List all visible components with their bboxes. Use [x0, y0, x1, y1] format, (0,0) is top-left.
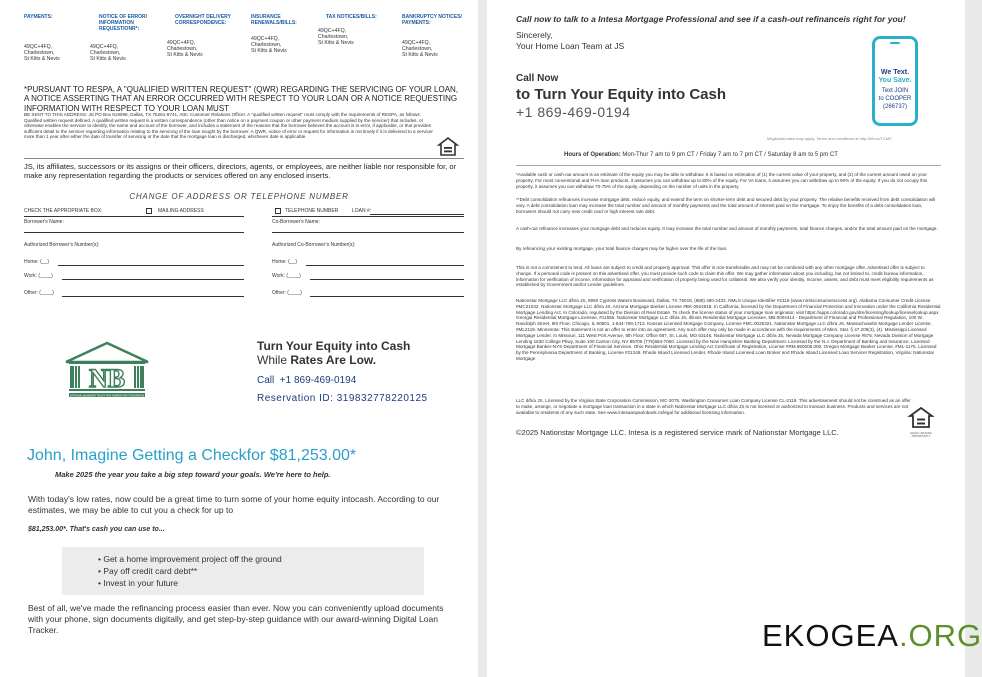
- disclaimer-cash-estimate: *Available cash or cash-out amount is an estimate of the equity you may be able to withdraw. It is based on estimation of (1) the current value of your property, and (2) of the current amount owed on your property. For most conventional and FHA loan products, it assumes you can withdraw up to 80% of the equity. For VA loans, it assumes you can withdraw up to 90% of the equity. If you do not occupy this property, it assumes you can withdraw 70-75% of the equity, depending on the number of units in the property.: [516, 172, 928, 189]
- promo-phone-link[interactable]: +1 869-469-0194: [279, 375, 357, 386]
- form-title: CHANGE OF ADDRESS OR TELEPHONE NUMBER: [129, 192, 349, 201]
- list-item: • Get a home improvement project off the ground: [98, 554, 282, 564]
- form-rule: [24, 216, 244, 217]
- offer-paragraph-2: Best of all, we've made the refinancing process easier than ever. Now you can conveniently upload documents with your phone, sign documents digitally, and get step-by-step guidance with our award-winning Digital Loan Tracker.: [28, 603, 444, 635]
- mailing-address-label: MAILING ADDRESS: [158, 208, 204, 214]
- divider: [516, 165, 941, 166]
- reservation-id: Reservation ID: 319832778220125: [257, 393, 428, 404]
- work-phone-field[interactable]: [62, 279, 244, 280]
- telephone-number-checkbox[interactable]: [275, 208, 281, 214]
- borrower-name-label: Borrower's Name:: [24, 219, 64, 225]
- co-other-phone-field[interactable]: [310, 296, 464, 297]
- text-join-phone-card: [872, 36, 918, 126]
- check-box-label: CHECK THE APPROPRIATE BOX:: [24, 208, 103, 214]
- disclaimer-virginia: LLC d/b/a JS, Licensed by the Virginia State Corporation Commission, MC-2075. Washington Consumer Loan Company License CL-2119. This advertisement should not be construed as an offer to make, arrange, or negotiate a mortgage loan transaction in a state in which Nationstar Mortgage LLC d/b/a JS is not licensed or authorized to transact business. Products and services are not available to residents of any such state. See www.intesaanpaolobank.ro/legal for additional licensing information.: [516, 398, 911, 415]
- disclaimer-licensing: Nationstar Mortgage LLC d/b/a JS, 8950 Cypress Waters Boulevard, Dallas, TX 75019, (888) 480-2432, NMLS Unique Identifier #2119 (www.nmlsconsumeraccess.org). Alabama Consumer Credit License #MC21042. Nationstar Mortgage LLC d/b/a JS, Arizona Mortgage Banker License #BK-0924815. In California, licensed by the Department of Financial Protection and Innovation under the California Residential Mortgage Lending Act. In Colorado, regulated by the Division of Real Estate. To check the license status of your mortgage loan originator, visit https://apps.colorado.gov/dre/licensing/lookup/licenselookup.aspx Georgia Residential Mortgage Licensee, #11555. Nationstar Mortgage LLC d/b/a JS, Illinois Residential Mortgage Licensee, MB.0004414 - Department of Financial and Professional Regulation, 100 W. Randolph Street, 9th Floor, Chicago, IL 60601, 1-844-768-1713. Kansas Licensed Mortgage Company, License #MC.0025321. Nationstar Mortgage LLC d/b/a JS, Massachusetts Mortgage Lender License, #ML2119. Minnesota: This statement is not an offer to enter into an agreement. Any such offer may only be made in accordance with the requirements of Minn. Stat. § 47.206(3), (4). Mississippi Licensed Mortgage Lender. In Missouri, 111 West Port Avenue, 6th Floor, Office 687, St. Louis, MO 63146. Nationstar Mortgage LLC d/b/a JS, Nevada Mortgage Company License #575, Nevada Division of Mortgage Lending 1830 College Pkwy, Suite 100 Carson City, NV 89706 (775)684-7060. Licensed by the New Hampshire Banking Department. Licensed by the N.J. Department of Banking and Insurance. Licensed Mortgage Banker-NYS Department of Financial Services. Ohio Residential Mortgage Lending Act Certificate of Registration, License #RM.850005.000. Oregon Mortgage Banker License, #ML-1175. Licensed by the Pennsylvania Department of Banking, License #21248. Rhode Island Licensed Lender, Rhode Island Licensed Loan Broker and Rhode Island Licensed Loan Servicer Registration, Virginia: Nationstar Mortgage: [516, 298, 941, 361]
- address-heading: PAYMENTS:: [24, 14, 53, 20]
- borrower-name-field[interactable]: [24, 232, 244, 233]
- address-lines: 49QC+4FQ, Charlestown, St Kitts & Nevis: [251, 36, 287, 54]
- work-phone-label: Work: (____): [24, 273, 53, 279]
- co-home-phone-label: Home: (__): [272, 259, 298, 265]
- co-borrower-name-label: Co-Borrower's Name:: [272, 219, 320, 225]
- list-item: • Invest in your future: [98, 578, 178, 588]
- equal-housing-icon: [908, 406, 934, 432]
- phone-speaker-icon: [890, 42, 900, 44]
- call-to-action: Call now to talk to a Intesa Mortgage Professional and see if a cash-out refinanceis right for you!: [516, 14, 906, 24]
- nb-logo-tagline: NATIONAL BANKERS TRUST FOR A BRIGHTER TOMORROW: [69, 394, 145, 398]
- address-heading: BANKRUPTCY NOTICES/ PAYMENTS:: [402, 14, 462, 26]
- offer-bullet-list: [62, 547, 424, 595]
- promo-call: Call +1 869-469-0194: [257, 375, 357, 386]
- co-home-phone-field[interactable]: [306, 265, 464, 266]
- promo-subtitle: While Rates Are Low.: [257, 353, 377, 367]
- respa-notice: *PURSUANT TO RESPA, A "QUALIFIED WRITTEN REQUEST" (QWR) REGARDING THE SERVICING OF YOUR LOAN, A NOTICE ASSERTING THAT AN ERROR OCCURRED WITH RESPECT TO YOUR LOAN OR A NOTICE REQUESTING INFORMATION WITH RESPECT TO YOUR LOAN MUST: [24, 85, 459, 113]
- msg-rates-note: Msg&data rates may apply. Terms and conditions at http://Mr.co/TCMC: [766, 136, 892, 141]
- home-phone-label: Home: (__): [24, 259, 50, 265]
- phone-number-link[interactable]: +1 869-469-0194: [516, 104, 631, 120]
- co-other-phone-label: Other: (____): [272, 290, 302, 296]
- co-work-phone-label: Work: (____): [272, 273, 301, 279]
- affiliates-disclaimer: JS, its affiliates, successors or its assigns or their officers, directors, agents, or employees, are neither liable nor responsible for, or make any representation regarding the products or services offered on any enclosed inserts.: [24, 162, 457, 181]
- signoff: Sincerely, Your Home Loan Team at JS: [516, 30, 625, 51]
- telephone-number-label: TELEPHONE NUMBER: [285, 208, 339, 214]
- auth-co-borrower-label: Authorized Co-Borrower's Number(s):: [272, 242, 356, 248]
- nb-logo-icon: [60, 340, 154, 400]
- address-heading: TAX NOTICES/BILLS:: [326, 14, 377, 20]
- address-heading: NOTICE OF ERROR/ INFORMATION REQUESTIONR*:: [99, 14, 148, 32]
- form-rule: [272, 216, 464, 217]
- divider: [24, 158, 464, 159]
- address-lines: 49QC+4FQ, Charlestown, St Kitts & Nevis: [24, 44, 60, 62]
- ekogea-watermark: EKOGEA.ORG: [762, 618, 982, 653]
- home-phone-field[interactable]: [58, 265, 244, 266]
- call-now-label: Call Now: [516, 73, 559, 84]
- offer-amount-line: $81,253.00*. That's cash you can use to...: [28, 526, 165, 533]
- address-heading: INSURANCE RENEWALS/BILLS:: [251, 14, 297, 26]
- disclaimer-debt-consolidation: **Debt consolidation refinances increase mortgage debt, reduce equity, and extend the term on shorter-term debt and secured debt by your property. The relative benefits received from debt consolidation will vary. A debt consolidation loan may increase the total number and amount of monthly payments and the total amount of interest paid on the mortgage. To enjoy the benefits of a debt consolidation loan, borrowers should not carry new credit card or high interest rate debt.: [516, 197, 936, 214]
- phone-card-text: We Text. You Save. Text JOIN to COOPER (266737): [878, 69, 912, 110]
- loan-number-field[interactable]: [370, 214, 464, 215]
- other-phone-label: Other: (____): [24, 290, 54, 296]
- address-lines: 49QC+4FQ, Charlestown, St Kitts & Nevis: [318, 28, 354, 46]
- list-item: • Pay off credit card debt**: [98, 566, 198, 576]
- co-work-phone-field[interactable]: [310, 279, 464, 280]
- address-lines: 49QC+4FQ, Charlestown, St Kitts & Nevis: [167, 40, 203, 58]
- disclaimer-cash-out: A cash-out refinance increases your mortgage debt and reduces equity. It may increase the total number and amount of monthly payments, total finance charges, and/or the total amount paid on the mortgage.: [516, 226, 938, 231]
- nb-logo: [60, 340, 154, 400]
- auth-borrower-label: Authorized Borrower's Number(s):: [24, 242, 100, 248]
- copyright: ©2025 Nationstar Mortgage LLC. Intesa is a registered service mark of Nationstar Mortgage LLC.: [516, 428, 839, 437]
- co-borrower-name-field[interactable]: [272, 232, 464, 233]
- address-lines: 49QC+4FQ, Charlestown, St Kitts & Nevis: [402, 40, 438, 58]
- offer-headline: John, Imagine Getting a Checkfor $81,253.00*: [27, 447, 357, 464]
- offer-tagline: Make 2025 the year you take a big step toward your goals. We're here to help.: [55, 470, 331, 479]
- address-lines: 49QC+4FQ, Charlestown, St Kitts & Nevis: [90, 44, 126, 62]
- promo-title: Turn Your Equity into Cash: [257, 339, 411, 353]
- mailing-address-checkbox[interactable]: [146, 208, 152, 214]
- equal-housing-icon: [437, 136, 459, 158]
- address-heading: OVERNIGHT DELIVERY CORRESPONDENCE:: [175, 14, 231, 26]
- offer-paragraph-1: With today's low rates, now could be a great time to turn some of your home equity intocash. According to our estimates, we may be able to cut you a check for up to: [28, 494, 440, 515]
- other-phone-field[interactable]: [62, 296, 244, 297]
- loan-number-label: LOAN #:: [352, 208, 372, 214]
- respa-fine-print: BE SENT TO THIS ADDRESS: JS PO Box 619098, Dallas, TX 75261-9741, Attn: Customer Relations Officer. A "qualified written request" must comply with the requirements of RESPA, as follows: Qualified written request defined. A qualified written request is a written correspondence (other than notice on a payment coupon or other payment medium supplied by the servicer) that includes, or otherwise enables the servicer to identify, the name and account of the borrower, and includes a statement of the reasons that the borrower believes the account is in error, if applicable, or that provides sufficient detail to the servicer regarding information relating to the servicing of the loan sought by the borrower. A QWR, notice of error or request for information is not timely if it is delivered to a servicer more than 1 year after either the date of transfer of servicing or the date that the mortgage loan is discharged, whichever date is applicable.: [24, 112, 433, 140]
- nb-logo-letters: NB: [88, 364, 126, 393]
- disclaimer-finance-charges: By refinancing your existing mortgage, your total finance charges may be higher over the life of the loan.: [516, 246, 728, 251]
- turn-equity-heading: to Turn Your Equity into Cash: [516, 86, 726, 103]
- hours-of-operation: Hours of Operation: Mon-Thur 7 am to 9 pm CT / Friday 7 am to 7 pm CT / Saturday 8 am to 5 pm CT: [564, 152, 838, 158]
- right-page: [487, 0, 982, 677]
- left-page: [0, 0, 478, 677]
- disclaimer-commitment: This is not a commitment to lend. All loans are subject to credit and property approval. This offer is non-transferable and may not be combined with any other mortgage offer. Advertised offer is subject to change. If a personal code is present on this advertised offer, you must provide such code to claim this offer. We may gather information about you including, but not limited to, credit bureau information, information for verification of income, information for appraisal and verification of property being used for collateral. We also verify your identity. Income, assets, and debt must meet eligibility requirements as established by Government and/or Lender guidelines.: [516, 265, 934, 288]
- equal-housing-label: EQUAL HOUSING OPPORTUNITY: [910, 432, 932, 438]
